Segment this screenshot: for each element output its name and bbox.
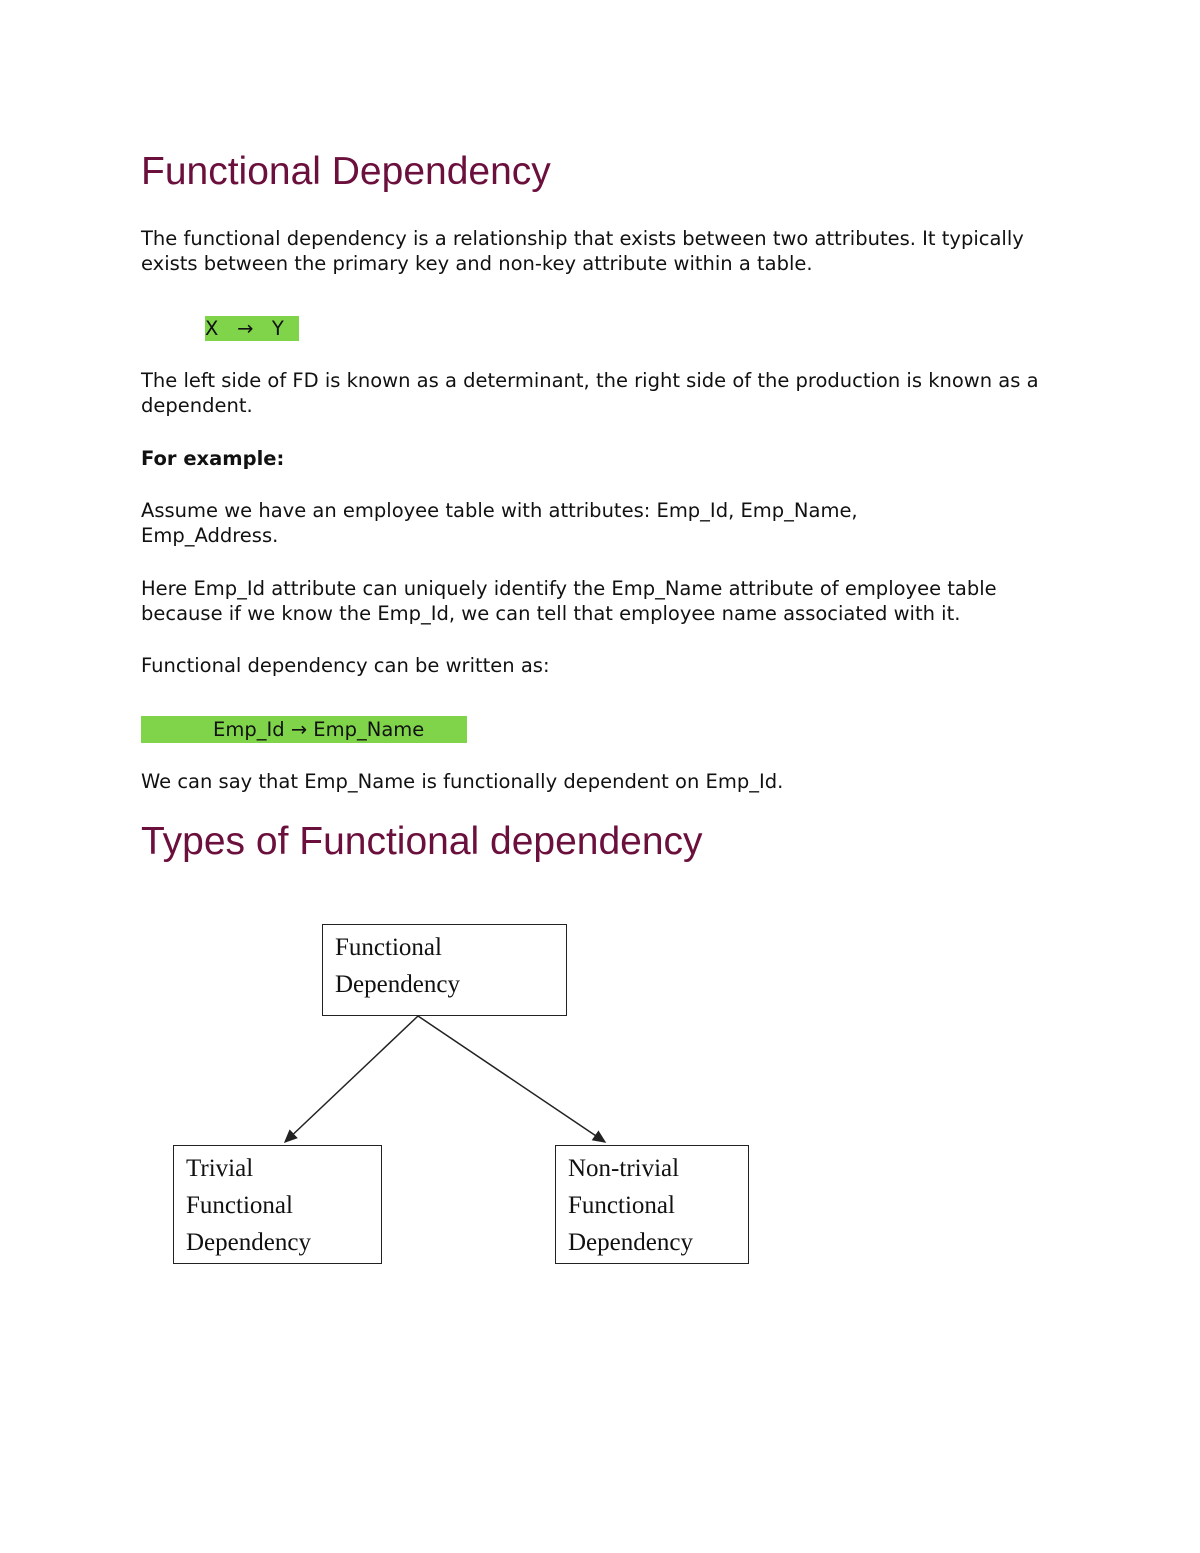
section-heading: Types of Functional dependency: [141, 820, 703, 863]
trivial-node-line-3: Dependency: [186, 1229, 311, 1256]
connector-right: [418, 1016, 605, 1142]
nontrivial-node-line-3: Dependency: [568, 1229, 693, 1256]
trivial-node-line-1: Trivial: [186, 1155, 254, 1182]
intro-paragraph: The functional dependency is a relationship that exists between two attributes. It typically exists between the primary key and non-key attribute within a table.: [141, 227, 1024, 275]
nontrivial-node-line-2: Functional: [568, 1192, 675, 1219]
root-node-box: [322, 924, 567, 1016]
formula-x: X: [205, 317, 219, 340]
trivial-node-box: [173, 1145, 382, 1264]
determinant-paragraph: The left side of FD is known as a determinant, the right side of the production is known as a dependent.: [141, 369, 1039, 417]
page-title: Functional Dependency: [141, 150, 551, 193]
connector-left: [285, 1016, 418, 1142]
example-paragraph: Assume we have an employee table with attributes: Emp_Id, Emp_Name, Emp_Address.: [141, 499, 858, 547]
explanation-paragraph: Here Emp_Id attribute can uniquely identify the Emp_Name attribute of employee table because if we know the Emp_Id, we can tell that employee name associated with it.: [141, 577, 997, 625]
formula-y: Y: [271, 317, 284, 340]
root-node-line-2: Dependency: [335, 971, 460, 998]
fd-example-highlight: Emp_Id → Emp_Name: [141, 716, 467, 743]
root-node-line-1: Functional: [335, 934, 442, 961]
written-as-paragraph: Functional dependency can be written as:: [141, 654, 550, 677]
nontrivial-node-line-1: Non-trivial: [568, 1155, 680, 1182]
trivial-node-line-2: Functional: [186, 1192, 293, 1219]
formula-arrow: →: [236, 317, 254, 340]
example-label: For example:: [141, 447, 285, 470]
conclusion-paragraph: We can say that Emp_Name is functionally dependent on Emp_Id.: [141, 770, 784, 793]
nontrivial-node-box: [555, 1145, 749, 1264]
